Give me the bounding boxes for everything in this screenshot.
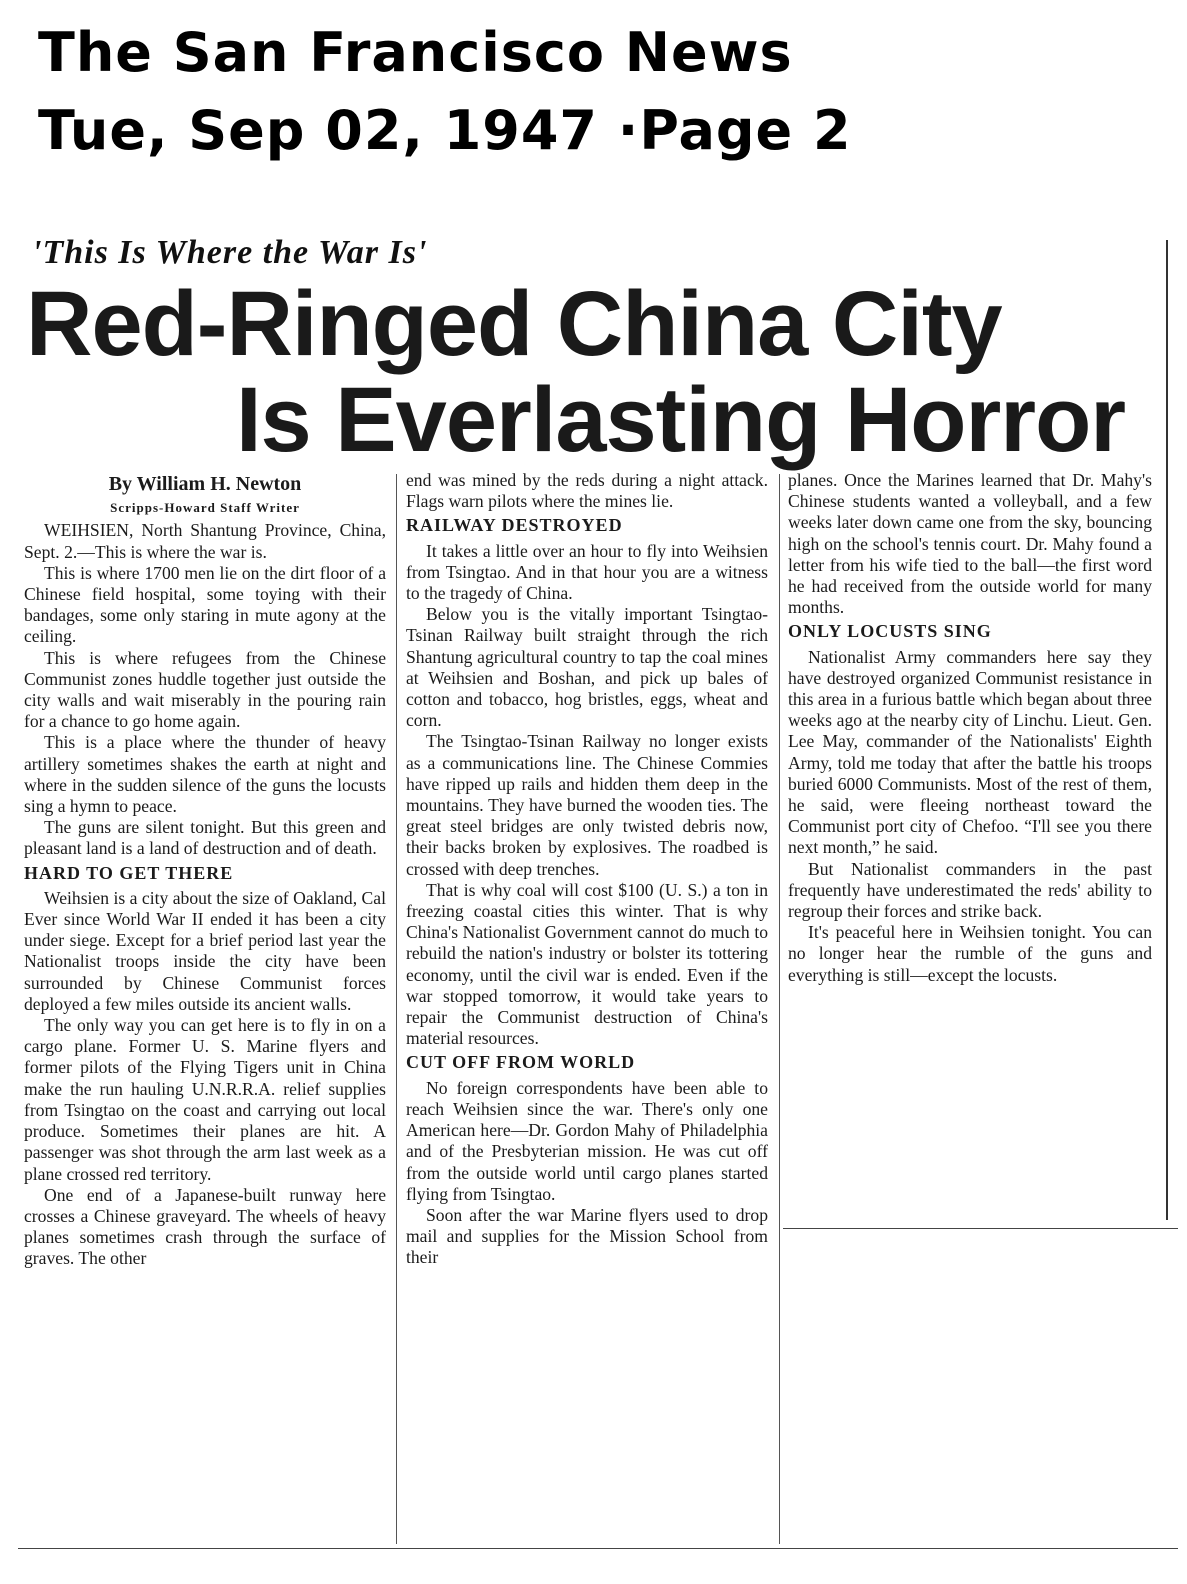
paragraph: This is a place where the thunder of heavy artillery sometimes shakes the earth at night and where in the sudden silence of the guns the locusts sing a hymn to peace. bbox=[24, 732, 386, 817]
subhead: ONLY LOCUSTS SING bbox=[788, 621, 992, 642]
column-rule bbox=[396, 474, 397, 1544]
paragraph: The only way you can get here is to fly in on a cargo plane. Former U. S. Marine flyers and former pilots of the Flying Tigers unit in China make the run hauling U.N.R.R.A. relief supplies from Tsingtao on the coast and carrying out local produce. Sometimes their planes are hit. A passenger was shot through the arm last week as a plane crossed red territory. bbox=[24, 1015, 386, 1184]
paragraph: The guns are silent tonight. But this green and pleasant land is a land of destruction and of death. bbox=[24, 817, 386, 859]
page-edge-rule bbox=[1166, 240, 1168, 1220]
paragraph: Below you is the vitally important Tsingtao-Tsinan Railway built straight through the rich Shantung agricultural country to tap the coal mines at Weihsien and Boshan, and pick up bales of cotton and tobacco, hog bristles, eggs, wheat and corn. bbox=[406, 604, 768, 731]
headline-line-2: Is Everlasting Horror bbox=[236, 369, 1126, 471]
article-end-rule bbox=[783, 1228, 1178, 1229]
byline: By William H. Newton bbox=[108, 473, 302, 495]
subhead: HARD TO GET THERE bbox=[24, 862, 234, 883]
issue-dateline: Tue, Sep 02, 1947 ·Page 2 bbox=[38, 99, 852, 162]
paragraph: But Nationalist commanders in the past frequently have underestimated the reds' ability to regroup their forces and strike back. bbox=[788, 858, 1152, 922]
subhead: CUT OFF FROM WORLD bbox=[406, 1052, 636, 1073]
paragraph: end was mined by the reds during a night attack. Flags warn pilots where the mines lie. bbox=[406, 470, 768, 512]
subhead: RAILWAY DESTROYED bbox=[406, 515, 623, 536]
paragraph: That is why coal will cost $100 (U. S.) a ton in freezing coastal cities this winter. That is why China's Nationalist Government cannot do much to rebuild the nation's industry or bolster its tottering economy, until the civil war is ended. Even if the war stopped tomorrow, it would take years to repair the Communist destruction of China's material resources. bbox=[406, 879, 768, 1049]
byline-affiliation: Scripps-Howard Staff Writer bbox=[110, 500, 300, 516]
kicker-headline: 'This Is Where the War Is' bbox=[32, 234, 428, 271]
headline-line-1: Red-Ringed China City bbox=[26, 273, 1002, 375]
paragraph: No foreign correspondents have been able to reach Weihsien since the war. There's only one American here—Dr. Gordon Mahy of Philadelphia and of the Presbyterian mission. He was cut off from the outside world until cargo planes started flying from Tsingtao. bbox=[406, 1077, 768, 1204]
column-rule bbox=[779, 474, 780, 1544]
paragraph: It takes a little over an hour to fly into Weihsien from Tsingtao. And in that hour you are a witness to the tragedy of China. bbox=[406, 540, 768, 604]
newspaper-name: The San Francisco News bbox=[38, 21, 793, 84]
article-column-1 bbox=[24, 472, 386, 1270]
paragraph: The Tsingtao-Tsinan Railway no longer exists as a communications line. The Chinese Commies have ripped up rails and hidden them deep in the mountains. They have burned the wooden ties. The great steel bridges are only twisted debris now, their backs broken by explosives. The roadbed is crossed with deep trenches. bbox=[406, 731, 768, 879]
paragraph: WEIHSIEN, North Shantung Province, China, Sept. 2.—This is where the war is. bbox=[24, 520, 386, 562]
article-column-3 bbox=[788, 470, 1152, 986]
paragraph: It's peaceful here in Weihsien tonight. You can no longer hear the rumble of the guns and everything is still—except the locusts. bbox=[788, 922, 1152, 985]
paragraph: One end of a Japanese-built runway here crosses a Chinese graveyard. The wheels of heavy planes sometimes crash through the surface of graves. The other bbox=[24, 1184, 386, 1269]
paragraph: Nationalist Army commanders here say they have destroyed organized Communist resistance in this area in a furious battle which began about three weeks ago at the nearby city of Linchu. Lieut. Gen. Lee May, commander of the Nationalists' Eighth Army, told me today that after the battle his troops buried 6000 Communists. Most of the rest of them, he said, were fleeing northeast toward the Communist port city of Chefoo. “I'll see you there next month,” he said. bbox=[788, 646, 1152, 858]
paragraph: This is where refugees from the Chinese Communist zones huddle together just outside the city walls and wait miserably in the pouring rain for a chance to go home again. bbox=[24, 647, 386, 732]
paragraph: planes. Once the Marines learned that Dr. Mahy's Chinese students wanted a volleyball, and a few weeks later down came one from the sky, bouncing high on the school's tennis court. Dr. Mahy found a letter from his wife tied to the ball—the first word he had received from the outside world for many months. bbox=[788, 470, 1152, 618]
paragraph: Weihsien is a city about the size of Oakland, Cal Ever since World War II ended it has been a city under siege. Except for a brief period last year the Nationalist troops inside the city have been surrounded by Chinese Communist forces deployed a few miles outside its ancient walls. bbox=[24, 887, 386, 1014]
paragraph: This is where 1700 men lie on the dirt floor of a Chinese field hospital, some toying with their bandages, some only staring in mute agony at the ceiling. bbox=[24, 562, 386, 647]
bottom-rule bbox=[18, 1548, 1178, 1549]
article-column-2 bbox=[406, 470, 768, 1269]
paragraph: Soon after the war Marine flyers used to drop mail and supplies for the Mission School from their bbox=[406, 1204, 768, 1268]
masthead bbox=[38, 14, 852, 170]
